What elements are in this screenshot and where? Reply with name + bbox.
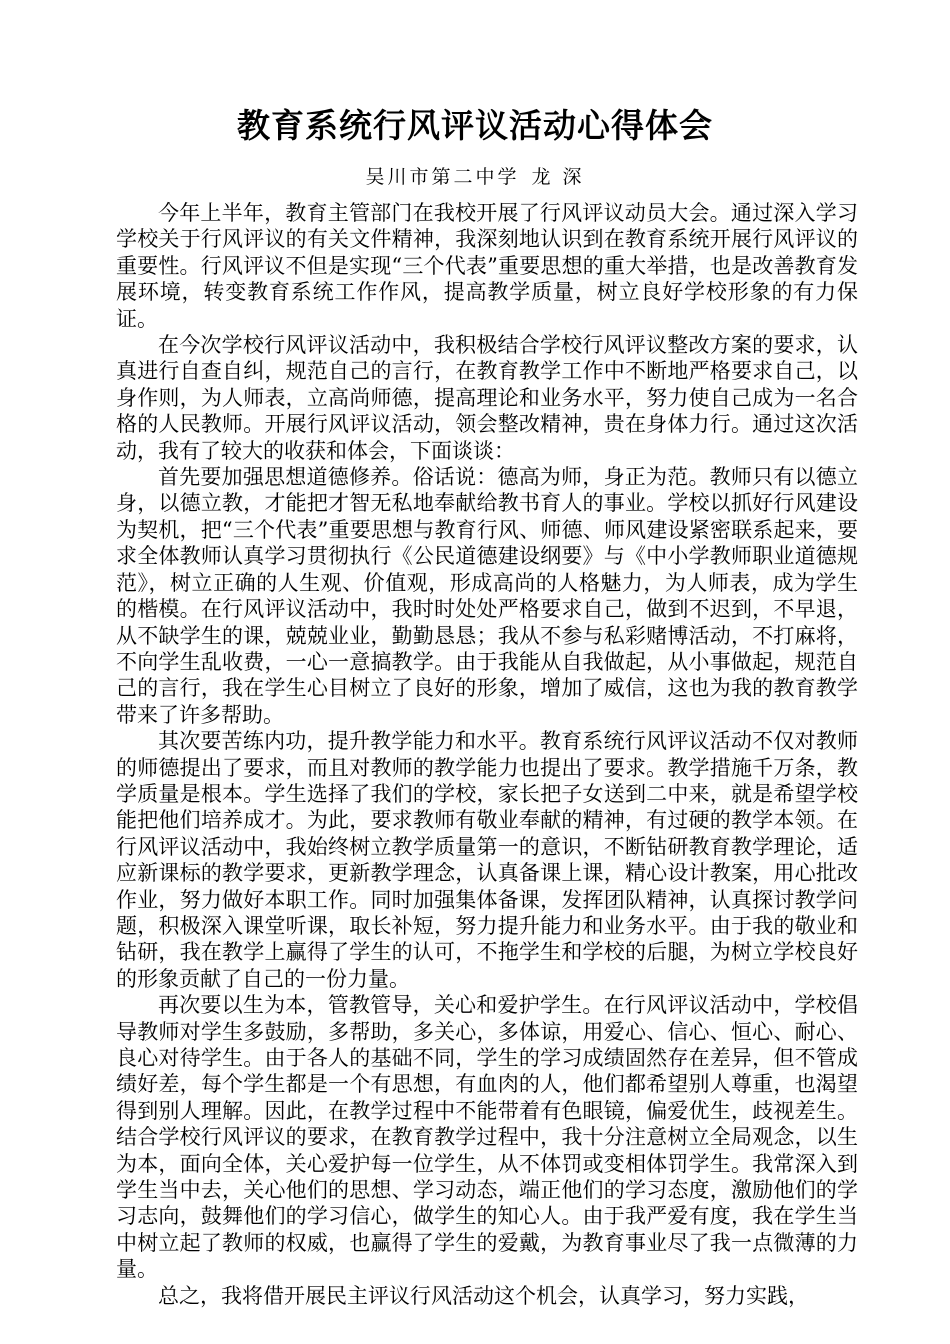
paragraph: 在今次学校行风评议活动中，我积极结合学校行风评议整改方案的要求，认真进行自查自纠，规范自己的言行，在教育教学工作中不断地严格要求自己，以身作则，为人师表，立高尚师德，提高理论和业务水平，努力使自己成为一名合格的人民教师。开展行风评议活动，领会整改精神，贵在身体力行。通过这次活动，我有了较大的收获和体会，下面谈谈： <box>116 333 858 463</box>
paragraph: 总之，我将借开展民主评议行风活动这个机会，认真学习，努力实践， <box>158 1283 809 1308</box>
paragraph: 再次要以生为本，管教管导，关心和爱护学生。在行风评议活动中，学校倡导教师对学生多鼓励，多帮助，多关心，多体谅，用爱心、信心、恒心、耐心、良心对待学生。由于各人的基础不同，学生的学习成绩固然存在差异，但不管成绩好差，每个学生都是一个有思想，有血肉的人，他们都希望别人尊重，也渴望得到别人理解。因此，在教学过程中不能带着有色眼镜，偏爱优生，歧视差生。结合学校行风评议的要求，在教育教学过程中，我十分注意树立全局观念，以生为本，面向全体，关心爱护每一位学生，从不体罚或变相体罚学生。我常深入到学生当中去，关心他们的思想、学习动态，端正他们的学习态度，激励他们的学习志向，鼓舞他们的学习信心，做学生的知心人。由于我严爱有度，我在学生当中树立起了教师的权威，也赢得了学生的爱戴，为教育事业尽了我一点微薄的力量。 <box>116 993 858 1282</box>
document-title: 教育系统行风评议活动心得体会 <box>237 106 713 145</box>
byline <box>0 164 950 190</box>
paragraph: 今年上半年，教育主管部门在我校开展了行风评议动员大会。通过深入学习学校关于行风评议的有关文件精神，我深刻地认识到在教育系统开展行风评议的重要性。行风评议不但是实现“三个代表”重要思想的重大举措，也是改善教育发展环境，转变教育系统工作作风，提高教学质量，树立良好学校形象的有力保证。 <box>116 201 858 331</box>
paragraph: 其次要苦练内功，提升教学能力和水平。教育系统行风评议活动不仅对教师的师德提出了要求，而且对教师的教学能力也提出了要求。教学措施千万条，教学质量是根本。学生选择了我们的学校，家长把子女送到二中来，就是希望学校能把他们培养成才。为此，要求教师有敬业奉献的精神，有过硬的教学本领。在行风评议活动中，我始终树立教学质量第一的意识，不断钻研教育教学理论，适应新课标的教学要求，更新教学理念，认真备课上课，精心设计教案，用心批改作业，努力做好本职工作。同时加强集体备课，发挥团队精神，认真探讨教学问题，积极深入课堂听课，取长补短，努力提升能力和业务水平。由于我的敬业和钻研，我在教学上赢得了学生的认可，不拖学生和学校的后腿，为树立学校良好的形象贡献了自己的一份力量。 <box>116 729 858 991</box>
document-body <box>116 200 858 1309</box>
paragraph: 首先要加强思想道德修养。俗话说：德高为师，身正为范。教师只有以德立身，以德立教，才能把才智无私地奉献给教书育人的事业。学校以抓好行风建设为契机，把“三个代表”重要思想与教育行风、师德、师风建设紧密联系起来，要求全体教师认真学习贯彻执行《公民道德建设纲要》与《中小学教师职业道德规范》，树立正确的人生观、价值观，形成高尚的人格魅力，为人师表，成为学生的楷模。在行风评议活动中，我时时处处严格要求自己，做到不迟到，不早退，从不缺学生的课，兢兢业业，勤勤恳恳；我从不参与私彩赌博活动，不打麻将，不向学生乱收费，一心一意搞教学。由于我能从自我做起，从小事做起，规范自己的言行，我在学生心目树立了良好的形象，增加了威信，这也为我的教育教学带来了许多帮助。 <box>116 465 858 727</box>
school-name: 吴川市第二中学 <box>365 166 520 188</box>
author-name: 龙 深 <box>531 166 585 188</box>
